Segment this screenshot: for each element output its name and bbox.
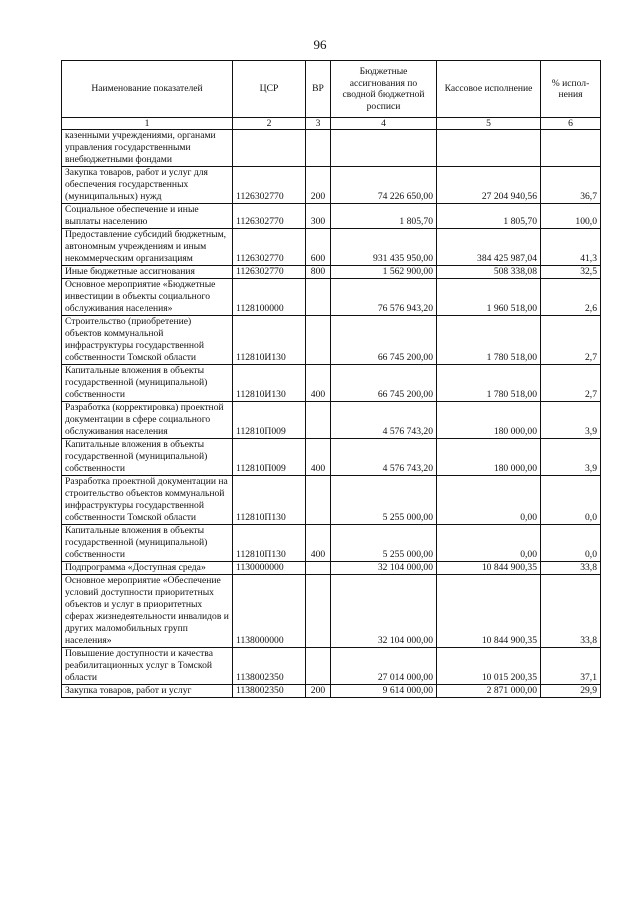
row-csr [233,130,306,167]
row-execution: 0,00 [437,525,541,562]
page-number: 96 [313,37,327,52]
table-row [62,575,601,648]
row-percent: 100,0 [541,204,601,229]
row-percent: 32,5 [541,266,601,279]
column-number: 1 [62,118,233,130]
row-vr: 400 [306,525,331,562]
header-csr: ЦСР [233,61,306,118]
row-percent: 2,6 [541,279,601,316]
row-percent: 3,9 [541,402,601,439]
row-execution: 10 844 900,35 [437,562,541,575]
row-csr: 1138002350 [233,648,306,685]
row-csr: 1126302770 [233,167,306,204]
row-percent: 37,1 [541,648,601,685]
row-vr: 200 [306,685,331,698]
row-vr [306,279,331,316]
row-percent: 0,0 [541,525,601,562]
row-name: Закупка товаров, работ и услуг для обеспечения государственных (муниципальных) нужд [62,167,233,204]
row-name: Основное мероприятие «Бюджетные инвестиции в объекты социального обслуживания населения» [62,279,233,316]
row-percent: 2,7 [541,365,601,402]
row-name: Иные бюджетные ассигнования [62,266,233,279]
row-execution: 27 204 940,56 [437,167,541,204]
header-percent: % испол-нения [541,61,601,118]
row-name: Капитальные вложения в объекты государственной (муниципальной) собственности [62,439,233,476]
row-name: Основное мероприятие «Обеспечение условий доступности приоритетных объектов и услуг в приоритетных сферах жизнедеятельности инвалидов и других маломобильных групп населения» [62,575,233,648]
row-percent [541,130,601,167]
row-execution: 2 871 000,00 [437,685,541,698]
table-row [62,204,601,229]
row-vr [306,648,331,685]
header-execution: Кассовое исполнение [437,61,541,118]
row-csr: 1130000000 [233,562,306,575]
table-row [62,130,601,167]
table-row [62,365,601,402]
table-row [62,648,601,685]
row-allocations: 32 104 000,00 [331,575,437,648]
row-allocations: 4 576 743,20 [331,439,437,476]
row-allocations: 9 614 000,00 [331,685,437,698]
table-row [62,167,601,204]
row-name: Социальное обеспечение и иные выплаты населению [62,204,233,229]
row-allocations [331,130,437,167]
row-allocations: 27 014 000,00 [331,648,437,685]
row-csr: 1138002350 [233,685,306,698]
row-csr: 112810П009 [233,402,306,439]
row-execution: 180 000,00 [437,402,541,439]
row-vr: 800 [306,266,331,279]
row-vr: 400 [306,439,331,476]
table-row [62,439,601,476]
row-allocations: 931 435 950,00 [331,229,437,266]
row-allocations: 5 255 000,00 [331,525,437,562]
row-name: Строительство (приобретение) объектов коммунальной инфраструктуры государственной собственности Томской области [62,316,233,365]
row-name: Закупка товаров, работ и услуг [62,685,233,698]
row-execution: 10 844 900,35 [437,575,541,648]
row-execution: 1 780 518,00 [437,316,541,365]
table-row [62,402,601,439]
header-vr: ВР [306,61,331,118]
row-name: Предоставление субсидий бюджетным, автономным учреждениям и иным некоммерческим организациям [62,229,233,266]
header-row [62,61,601,118]
table-row [62,266,601,279]
row-name: Капитальные вложения в объекты государственной (муниципальной) собственности [62,365,233,402]
column-number-row [62,118,601,130]
row-execution: 384 425 987,04 [437,229,541,266]
header-name: Наименование показателей [62,61,233,118]
table-body [62,130,601,698]
row-execution: 1 780 518,00 [437,365,541,402]
row-name: Разработка проектной документации на строительство объектов коммунальной инфраструктуры государственной собственности Томской области [62,476,233,525]
row-vr [306,575,331,648]
row-vr [306,476,331,525]
column-number: 2 [233,118,306,130]
row-csr: 112810И130 [233,316,306,365]
row-execution: 1 960 518,00 [437,279,541,316]
row-csr: 1138000000 [233,575,306,648]
row-execution: 1 805,70 [437,204,541,229]
table-row [62,525,601,562]
row-execution: 508 338,08 [437,266,541,279]
row-allocations: 1 562 900,00 [331,266,437,279]
row-allocations: 4 576 743,20 [331,402,437,439]
header-allocations: Бюджетные ассигнования по сводной бюджетной росписи [331,61,437,118]
row-allocations: 74 226 650,00 [331,167,437,204]
row-percent: 36,7 [541,167,601,204]
row-csr: 1126302770 [233,266,306,279]
row-vr: 300 [306,204,331,229]
table-row [62,685,601,698]
row-csr: 112810П130 [233,476,306,525]
row-csr: 1126302770 [233,229,306,266]
table-row [62,279,601,316]
table-row [62,476,601,525]
row-name: Разработка (корректировка) проектной документации в сфере социального обслуживания населения [62,402,233,439]
row-percent: 33,8 [541,562,601,575]
row-allocations: 5 255 000,00 [331,476,437,525]
row-vr [306,562,331,575]
row-vr [306,402,331,439]
row-percent: 0,0 [541,476,601,525]
row-csr: 1128100000 [233,279,306,316]
row-execution [437,130,541,167]
row-percent: 3,9 [541,439,601,476]
row-percent: 2,7 [541,316,601,365]
row-name: Повышение доступности и качества реабилитационных услуг в Томской области [62,648,233,685]
row-vr: 600 [306,229,331,266]
row-vr: 200 [306,167,331,204]
row-name: казенными учреждениями, органами управления государственными внебюджетными фондами [62,130,233,167]
row-percent: 33,8 [541,575,601,648]
row-percent: 29,9 [541,685,601,698]
row-execution: 10 015 200,35 [437,648,541,685]
table-row [62,562,601,575]
row-allocations: 66 745 200,00 [331,365,437,402]
column-number: 4 [331,118,437,130]
row-vr [306,316,331,365]
row-csr: 112810И130 [233,365,306,402]
column-number: 5 [437,118,541,130]
row-percent: 41,3 [541,229,601,266]
column-number: 3 [306,118,331,130]
row-csr: 112810П130 [233,525,306,562]
budget-table [61,60,601,698]
row-csr: 112810П009 [233,439,306,476]
row-allocations: 32 104 000,00 [331,562,437,575]
column-number: 6 [541,118,601,130]
table-row [62,316,601,365]
row-execution: 0,00 [437,476,541,525]
table-row [62,229,601,266]
row-allocations: 76 576 943,20 [331,279,437,316]
row-allocations: 66 745 200,00 [331,316,437,365]
row-name: Капитальные вложения в объекты государственной (муниципальной) собственности [62,525,233,562]
row-vr [306,130,331,167]
row-vr: 400 [306,365,331,402]
row-csr: 1126302770 [233,204,306,229]
row-execution: 180 000,00 [437,439,541,476]
row-allocations: 1 805,70 [331,204,437,229]
row-name: Подпрограмма «Доступная среда» [62,562,233,575]
